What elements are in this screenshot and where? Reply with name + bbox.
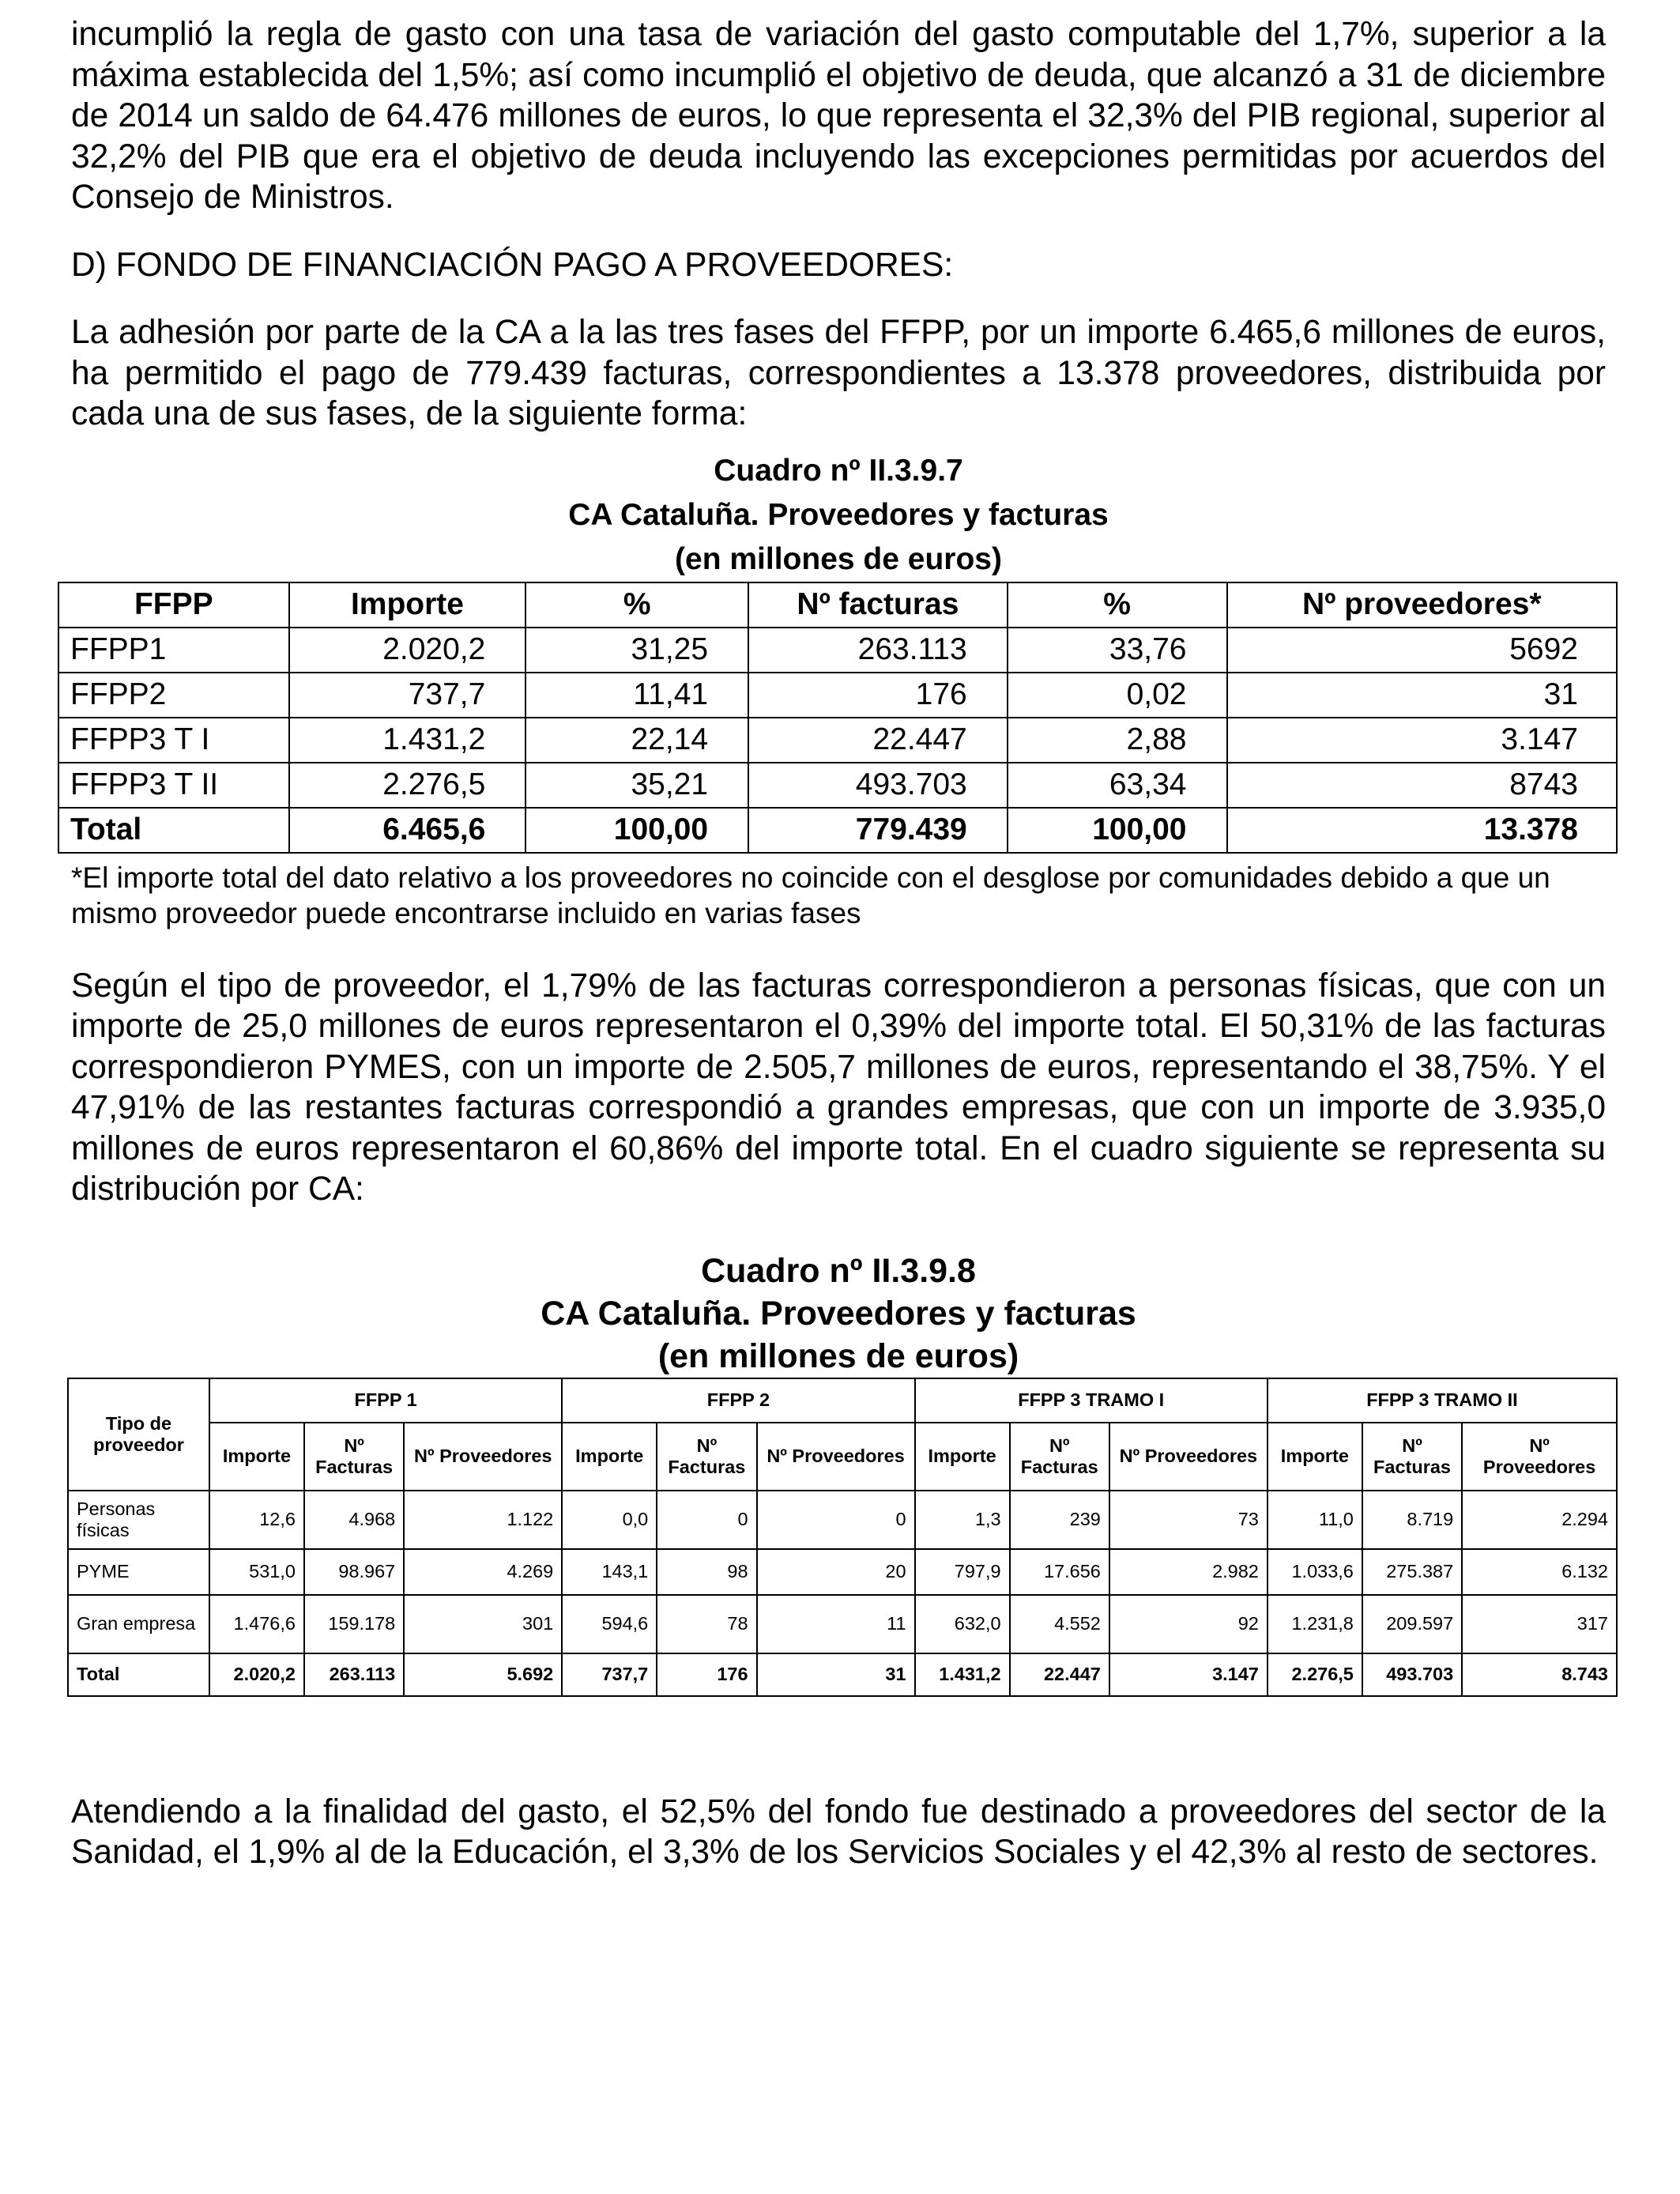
cell: 594,6 (562, 1595, 657, 1653)
subheader-proveedores: Nº Proveedores (1109, 1423, 1268, 1491)
table-row (68, 1491, 1617, 1549)
cell: 1.033,6 (1268, 1549, 1362, 1595)
cell-proveedores: 31 (1227, 673, 1618, 718)
subheader-facturas: Nº Facturas (1362, 1423, 1462, 1491)
cell: 531,0 (209, 1549, 304, 1595)
cell: 22.447 (1010, 1653, 1109, 1696)
table-row (68, 1595, 1617, 1653)
table-total-row (68, 1653, 1617, 1696)
group-header: FFPP 1 (209, 1378, 562, 1423)
cell: 4.968 (304, 1491, 404, 1549)
cell: 98.967 (304, 1549, 404, 1595)
cell: 493.703 (1362, 1653, 1462, 1696)
cell: 143,1 (562, 1549, 657, 1595)
cell: 159.178 (304, 1595, 404, 1653)
row-label: Total (68, 1653, 209, 1696)
cell-percent: 31,25 (525, 628, 748, 673)
cell-percent: 100,00 (1008, 808, 1227, 853)
cell-importe: 1.431,2 (289, 718, 526, 763)
column-header: % (1008, 582, 1227, 628)
cell-importe: 2.276,5 (289, 763, 526, 808)
column-header: FFPP (58, 582, 289, 628)
group-header: FFPP 2 (562, 1378, 914, 1423)
cell-percent: 63,34 (1008, 763, 1227, 808)
row-label: PYME (68, 1549, 209, 1595)
table2-caption-number: Cuadro nº II.3.9.8 (701, 1251, 976, 1290)
cell-facturas: 263.113 (748, 628, 1008, 673)
cell: 0 (657, 1491, 756, 1549)
table1-footnote: *El importe total del dato relativo a los proveedores no coincide con el desglose por comunidades debido a que un mismo proveedor puede encontrarse incluido en varias fases (71, 861, 1550, 929)
cell: 209.597 (1362, 1595, 1462, 1653)
cell: 1.122 (404, 1491, 562, 1549)
cell: 0 (757, 1491, 915, 1549)
table1-caption-number: Cuadro nº II.3.9.7 (714, 453, 963, 488)
paragraph-finalidad: Atendiendo a la finalidad del gasto, el 52,5% del fondo fue destinado a proveedores del sector de la Sanidad, el 1,9% al de la Educación, el 3,3% de los Servicios Sociales y el 42,3% al resto de sectores. (71, 1793, 1606, 1871)
cell-proveedores: 3.147 (1227, 718, 1618, 763)
cell: 176 (657, 1653, 756, 1696)
cell: 4.552 (1010, 1595, 1109, 1653)
cell: 11,0 (1268, 1491, 1362, 1549)
cell: 2.982 (1109, 1549, 1268, 1595)
table2-caption-title: CA Cataluña. Proveedores y facturas (541, 1294, 1136, 1333)
table1-caption-title: CA Cataluña. Proveedores y facturas (568, 497, 1109, 532)
cell: 73 (1109, 1491, 1268, 1549)
subheader-facturas: Nº Facturas (304, 1423, 404, 1491)
group-header: FFPP 3 TRAMO I (915, 1378, 1268, 1423)
cell: 239 (1010, 1491, 1109, 1549)
cell: 17.656 (1010, 1549, 1109, 1595)
cell: 6.132 (1462, 1549, 1617, 1595)
group-header: FFPP 3 TRAMO II (1268, 1378, 1617, 1423)
cell: 4.269 (404, 1549, 562, 1595)
cell: 78 (657, 1595, 756, 1653)
cell: 92 (1109, 1595, 1268, 1653)
cell: 263.113 (304, 1653, 404, 1696)
subheader-proveedores: Nº Proveedores (1462, 1423, 1617, 1491)
column-header: Nº facturas (748, 582, 1008, 628)
row-label: FFPP1 (58, 628, 289, 673)
cell-percent: 33,76 (1008, 628, 1227, 673)
table-row (58, 673, 1617, 718)
subheader-facturas: Nº Facturas (657, 1423, 756, 1491)
cell-percent: 2,88 (1008, 718, 1227, 763)
subheader-facturas: Nº Facturas (1010, 1423, 1109, 1491)
cell: 301 (404, 1595, 562, 1653)
subheader-importe: Importe (915, 1423, 1010, 1491)
cell: 11 (757, 1595, 915, 1653)
table-header-row (58, 582, 1617, 628)
column-header: Importe (289, 582, 526, 628)
cell: 3.147 (1109, 1653, 1268, 1696)
cell: 317 (1462, 1595, 1617, 1653)
column-header: % (525, 582, 748, 628)
cell-percent: 0,02 (1008, 673, 1227, 718)
cell: 1,3 (915, 1491, 1010, 1549)
cell: 8.719 (1362, 1491, 1462, 1549)
paragraph-fondo: La adhesión por parte de la CA a la las tres fases del FFPP, por un importe 6.465,6 millones de euros, ha permitido el pago de 779.439 facturas, correspondientes a 13.378 proveedores, distribuida por cada una de sus fases, de la siguiente forma: (71, 314, 1606, 432)
cell-facturas: 22.447 (748, 718, 1008, 763)
cell-percent: 11,41 (525, 673, 748, 718)
cell-percent: 100,00 (525, 808, 748, 853)
row-label: FFPP3 T II (58, 763, 289, 808)
cell: 5.692 (404, 1653, 562, 1696)
table-row (58, 628, 1617, 673)
row-label: Total (58, 808, 289, 853)
subheader-importe: Importe (1268, 1423, 1362, 1491)
cell-percent: 35,21 (525, 763, 748, 808)
cell-facturas: 779.439 (748, 808, 1008, 853)
cell: 2.020,2 (209, 1653, 304, 1696)
cell-proveedores: 8743 (1227, 763, 1618, 808)
table-row (58, 718, 1617, 763)
cell: 737,7 (562, 1653, 657, 1696)
cell-proveedores: 5692 (1227, 628, 1618, 673)
cell: 2.294 (1462, 1491, 1617, 1549)
cell: 1.431,2 (915, 1653, 1010, 1696)
intro-paragraph: incumplió la regla de gasto con una tasa de variación del gasto computable del 1,7%, superior a la máxima establecida del 1,5%; así como incumplió el objetivo de deuda, que alcanzó a 31 de diciembre de 2014 un saldo de 64.476 millones de euros, lo que representa el 32,3% del PIB regional, superior al 32,2% del PIB que era el objetivo de deuda incluyendo las excepciones permitidas por acuerdos del Consejo de Ministros. (71, 16, 1606, 216)
paragraph-tipo-proveedor: Según el tipo de proveedor, el 1,79% de las facturas correspondieron a personas físicas, que con un importe de 25,0 millones de euros representaron el 0,39% del importe total. El 50,31% de las facturas correspondieron PYMES, con un importe de 2.505,7 millones de euros, representando el 38,75%. Y el 47,91% de las restantes facturas correspondió a grandes empresas, que con un importe de 3.935,0 millones de euros representaron el 60,86% del importe total. En el cuadro siguiente se representa su distribución por CA: (71, 967, 1606, 1208)
subheader-importe: Importe (562, 1423, 657, 1491)
table-group-header-row (68, 1378, 1617, 1423)
row-label: Gran empresa (68, 1595, 209, 1653)
cell: 2.276,5 (1268, 1653, 1362, 1696)
cell: 275.387 (1362, 1549, 1462, 1595)
subheader-proveedores: Nº Proveedores (404, 1423, 562, 1491)
table-ffpp-summary (58, 582, 1618, 854)
row-label: FFPP3 T I (58, 718, 289, 763)
cell-proveedores: 13.378 (1227, 808, 1618, 853)
column-header: Nº proveedores* (1227, 582, 1618, 628)
cell: 1.231,8 (1268, 1595, 1362, 1653)
subheader-proveedores: Nº Proveedores (757, 1423, 915, 1491)
table1-caption-units: (en millones de euros) (675, 541, 1002, 576)
corner-header: Tipo de proveedor (68, 1378, 209, 1491)
cell: 98 (657, 1549, 756, 1595)
cell-importe: 737,7 (289, 673, 526, 718)
row-label: FFPP2 (58, 673, 289, 718)
subheader-importe: Importe (209, 1423, 304, 1491)
cell-percent: 22,14 (525, 718, 748, 763)
row-label: Personas físicas (68, 1491, 209, 1549)
table-proveedor-type (67, 1378, 1618, 1697)
cell-importe: 6.465,6 (289, 808, 526, 853)
cell: 12,6 (209, 1491, 304, 1549)
cell-facturas: 176 (748, 673, 1008, 718)
cell: 8.743 (1462, 1653, 1617, 1696)
table2-caption-units: (en millones de euros) (657, 1336, 1019, 1375)
table-row (68, 1549, 1617, 1595)
document-page (71, 14, 1606, 1873)
cell: 0,0 (562, 1491, 657, 1549)
cell: 31 (757, 1653, 915, 1696)
cell-importe: 2.020,2 (289, 628, 526, 673)
cell: 632,0 (915, 1595, 1010, 1653)
section-heading: D) FONDO DE FINANCIACIÓN PAGO A PROVEEDORES: (71, 246, 954, 284)
table-total-row (58, 808, 1617, 853)
cell: 1.476,6 (209, 1595, 304, 1653)
cell-facturas: 493.703 (748, 763, 1008, 808)
cell: 20 (757, 1549, 915, 1595)
cell: 797,9 (915, 1549, 1010, 1595)
table-row (58, 763, 1617, 808)
table-subheader-row (68, 1423, 1617, 1491)
